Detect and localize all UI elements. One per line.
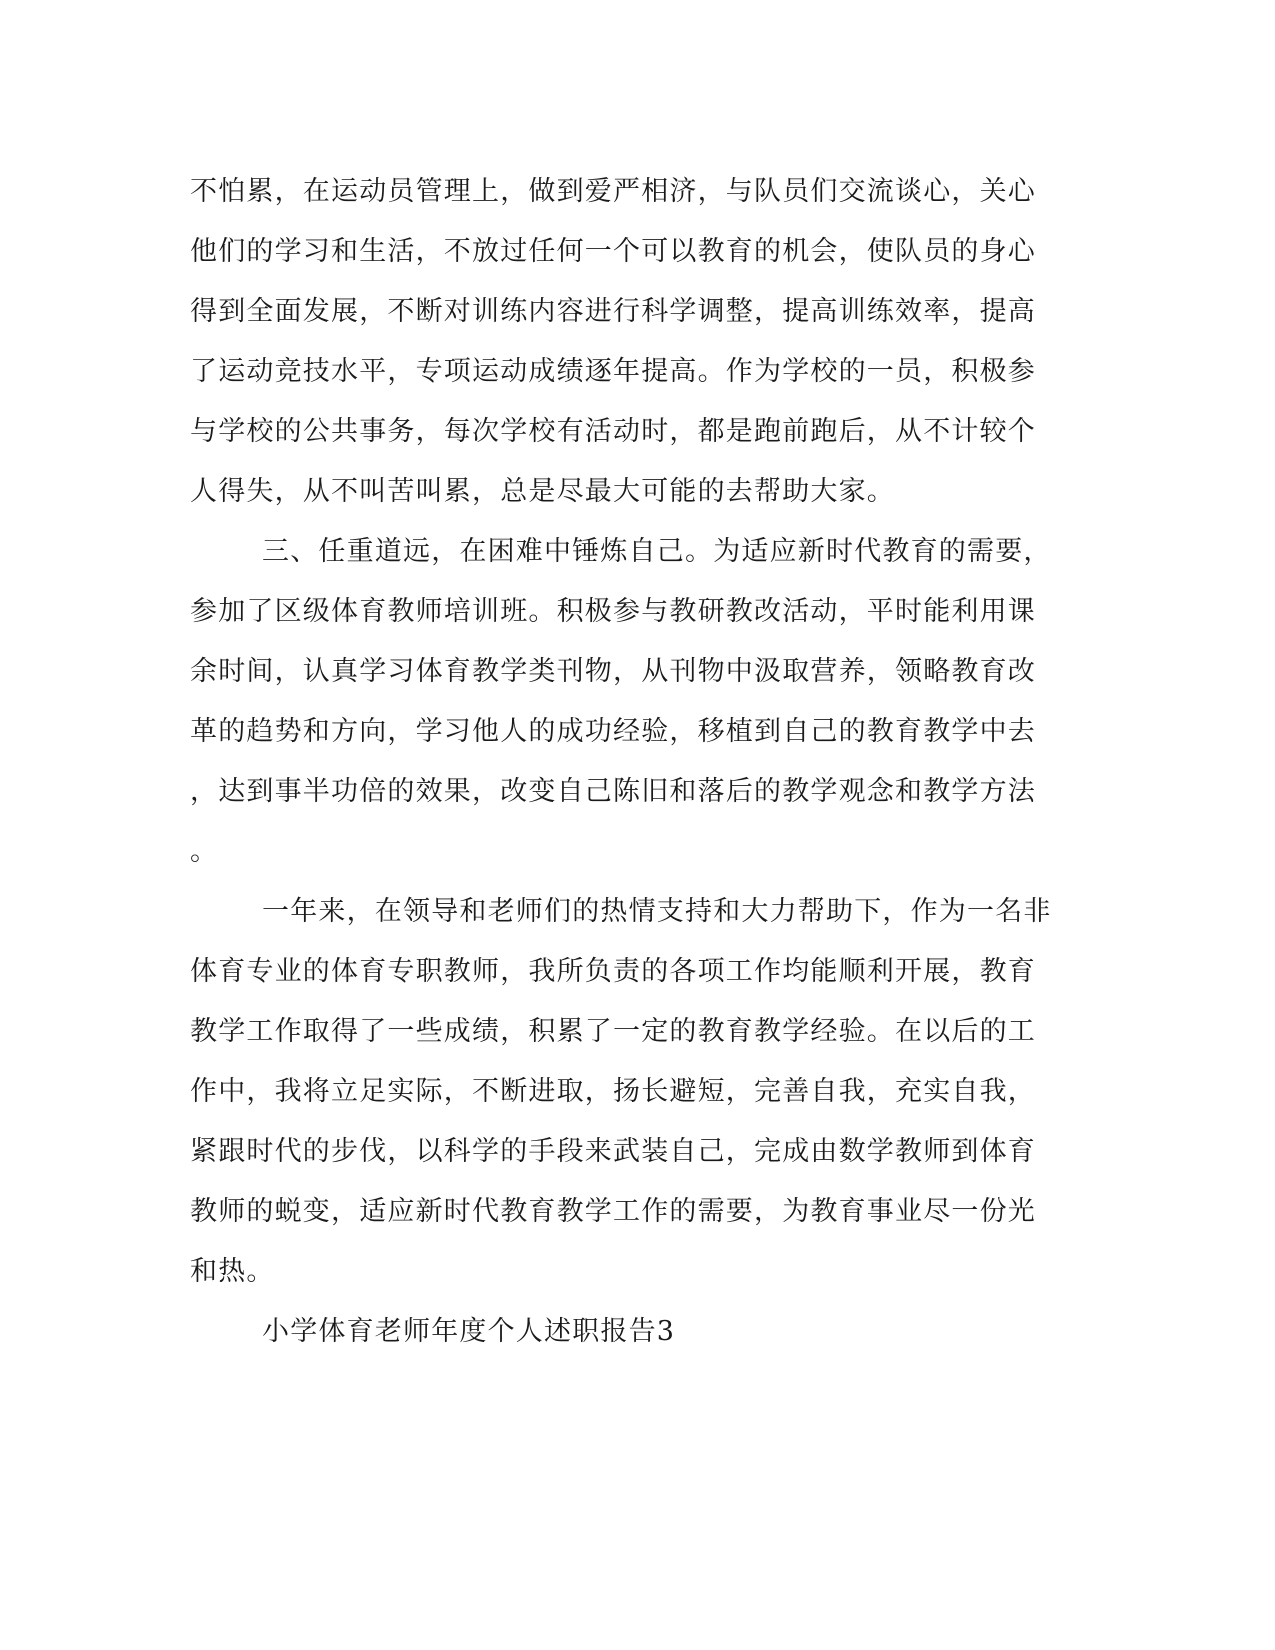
text-line-10: 革的趋势和方向，学习他人的成功经验，移植到自己的教育教学中去 [190,716,1036,747]
text-line-12: 。 [190,836,219,867]
text-line-8: 参加了区级体育教师培训班。积极参与教研教改活动，平时能利用课 [190,596,1036,627]
section-heading: 小学体育老师年度个人述职报告3 [262,1316,676,1347]
text-line-16: 作中，我将立足实际，不断进取，扬长避短，完善自我，充实自我， [190,1076,1036,1107]
text-line-2: 他们的学习和生活，不放过任何一个可以教育的机会，使队员的身心 [190,236,1036,267]
text-line-7: 三、任重道远，在困难中锤炼自己。为适应新时代教育的需要， [262,536,1052,567]
text-line-14: 体育专业的体育专职教师，我所负责的各项工作均能顺利开展，教育 [190,956,1036,987]
text-line-1: 不怕累，在运动员管理上，做到爱严相济，与队员们交流谈心，关心 [190,176,1036,207]
text-line-4: 了运动竞技水平，专项运动成绩逐年提高。作为学校的一员，积极参 [190,356,1036,387]
text-line-9: 余时间，认真学习体育教学类刊物，从刊物中汲取营养，领略教育改 [190,656,1036,687]
text-line-19: 和热。 [190,1256,275,1287]
text-line-5: 与学校的公共事务，每次学校有活动时，都是跑前跑后，从不计较个 [190,416,1036,447]
text-line-18: 教师的蜕变，适应新时代教育教学工作的需要，为教育事业尽一份光 [190,1196,1036,1227]
text-line-11: ，达到事半功倍的效果，改变自己陈旧和落后的教学观念和教学方法 [190,776,1036,807]
text-line-13: 一年来，在领导和老师们的热情支持和大力帮助下，作为一名非 [262,896,1052,927]
text-line-15: 教学工作取得了一些成绩，积累了一定的教育教学经验。在以后的工 [190,1016,1036,1047]
text-line-3: 得到全面发展，不断对训练内容进行科学调整，提高训练效率，提高 [190,296,1036,327]
text-line-17: 紧跟时代的步伐，以科学的手段来武装自己，完成由数学教师到体育 [190,1136,1036,1167]
text-line-6: 人得失，从不叫苦叫累，总是尽最大可能的去帮助大家。 [190,476,895,507]
